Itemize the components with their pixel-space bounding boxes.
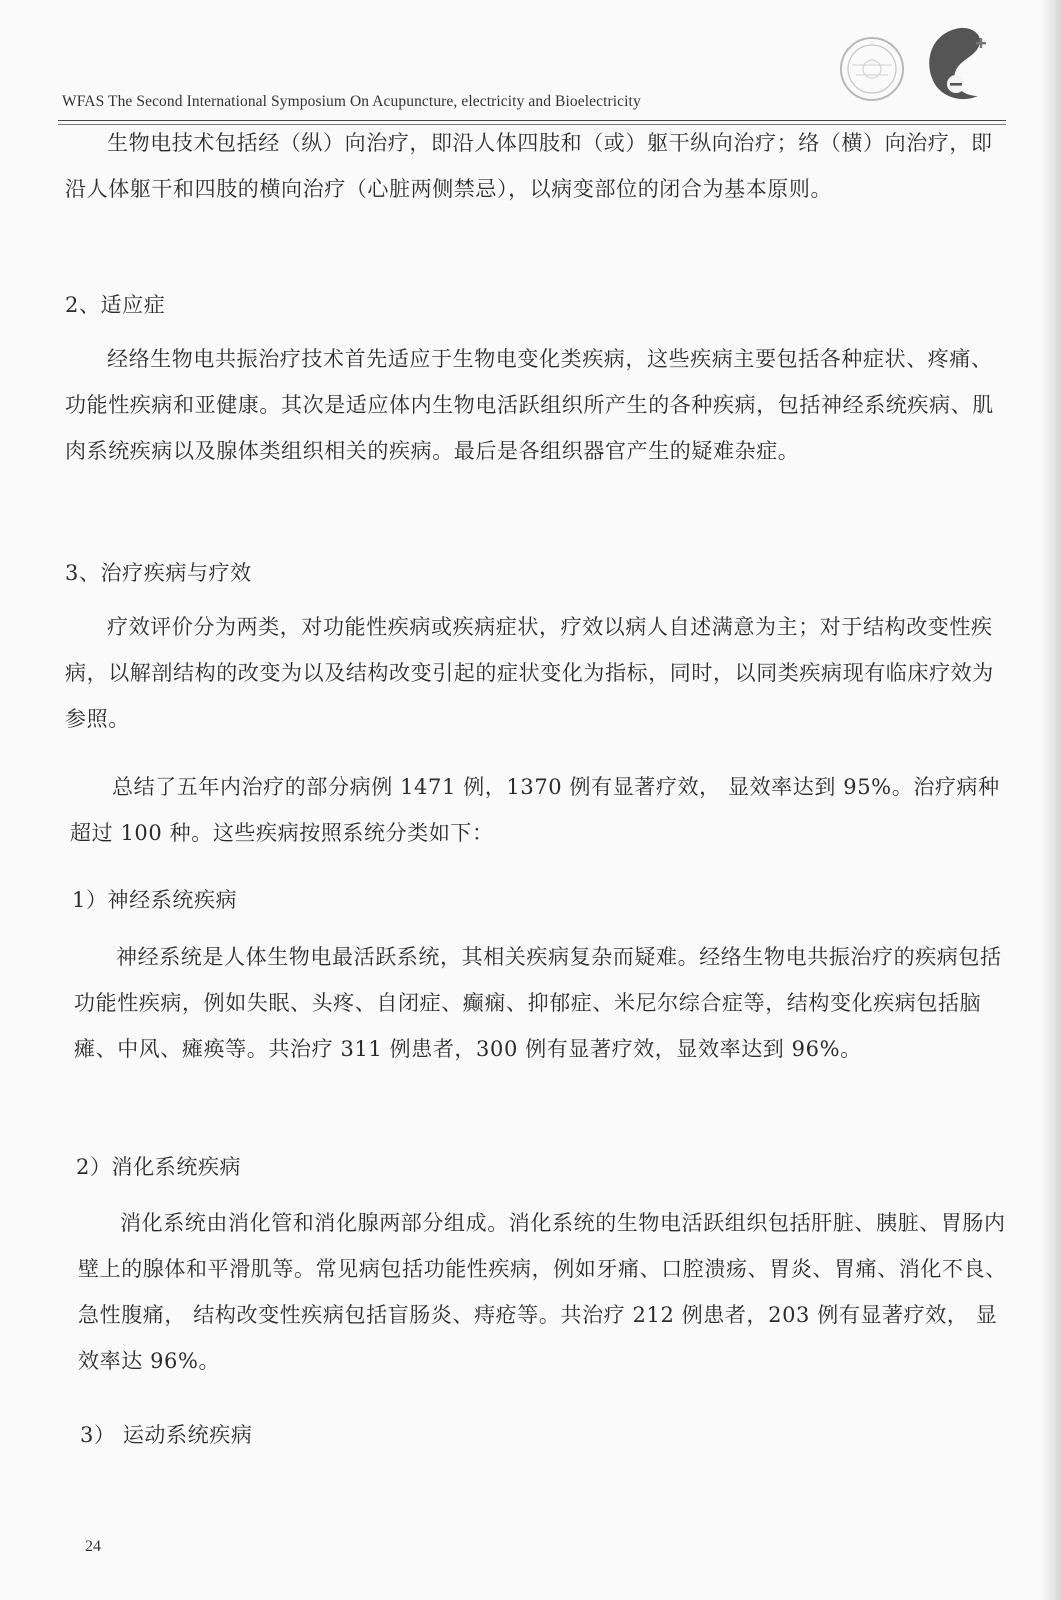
heading-digestive-system: 2）消化系统疾病 [76,1155,242,1179]
paragraph-indications-text: 经络生物电共振治疗技术首先适应于生物电变化类疾病，这些疾病主要包括各种症状、疼痛、功能性疾病和亚健康。其次是适应体内生物电活跃组织所产生的各种疾病，包括神经系统疾病、肌肉系统疾病以及腺体类组织相关的疾病。最后是各组织器官产生的疑难杂症。 [65,347,994,463]
paragraph-intro-text: 生物电技术包括经（纵）向治疗，即沿人体四肢和（或）躯干纵向治疗；络（横）向治疗，即沿人体躯干和四肢的横向治疗（心脏两侧禁忌），以病变部位的闭合为基本原则。 [65,131,993,201]
page-number: 24 [85,1538,101,1555]
paragraph-nervous-system [74,934,1004,1072]
heading-nervous-system: 1）神经系统疾病 [72,888,238,912]
circular-stamp-icon [838,35,906,103]
yin-yang-plus-minus-logo-icon [920,22,992,108]
paragraph-intro [65,120,995,212]
running-header: WFAS The Second International Symposium On Acupuncture, electricity and Bioelectricity [62,93,641,110]
paragraph-evaluation-text: 疗效评价分为两类，对功能性疾病或疾病症状，疗效以病人自述满意为主；对于结构改变性疾病，以解剖结构的改变为以及结构改变引起的症状变化为指标，同时，以同类疾病现有临床疗效为参照。 [65,615,994,731]
paragraph-summary-text: 总结了五年内治疗的部分病例 1471 例，1370 例有显著疗效， 显效率达到 95%。治疗病种超过 100 种。这些疾病按照系统分类如下： [70,775,1000,845]
heading-efficacy: 3、治疗疾病与疗效 [65,561,252,585]
paragraph-digestive-system [78,1200,1008,1384]
page-binding-edge [1041,0,1061,1600]
heading-indications: 2、适应症 [65,293,166,317]
paragraph-nervous-system-text: 神经系统是人体生物电最活跃系统，其相关疾病复杂而疑难。经络生物电共振治疗的疾病包括功能性疾病，例如失眠、头疼、自闭症、癫痫、抑郁症、米尼尔综合症等，结构变化疾病包括脑瘫、中风、瘫痪等。共治疗 311 例患者，300 例有显著疗效，显效率达到 96%。 [74,945,1002,1061]
paragraph-indications [65,336,995,474]
paragraph-digestive-system-text: 消化系统由消化管和消化腺两部分组成。消化系统的生物电活跃组织包括肝脏、胰脏、胃肠内壁上的腺体和平滑肌等。常见病包括功能性疾病，例如牙痛、口腔溃疡、胃炎、胃痛、消化不良、急性腹痛， 结构改变性疾病包括盲肠炎、痔疮等。共治疗 212 例患者，203 例有显著疗效， 显效率达 96%。 [78,1211,1007,1373]
heading-motor-system: 3） 运动系统疾病 [80,1423,253,1447]
paragraph-evaluation [65,604,995,742]
paragraph-summary [70,764,1000,856]
